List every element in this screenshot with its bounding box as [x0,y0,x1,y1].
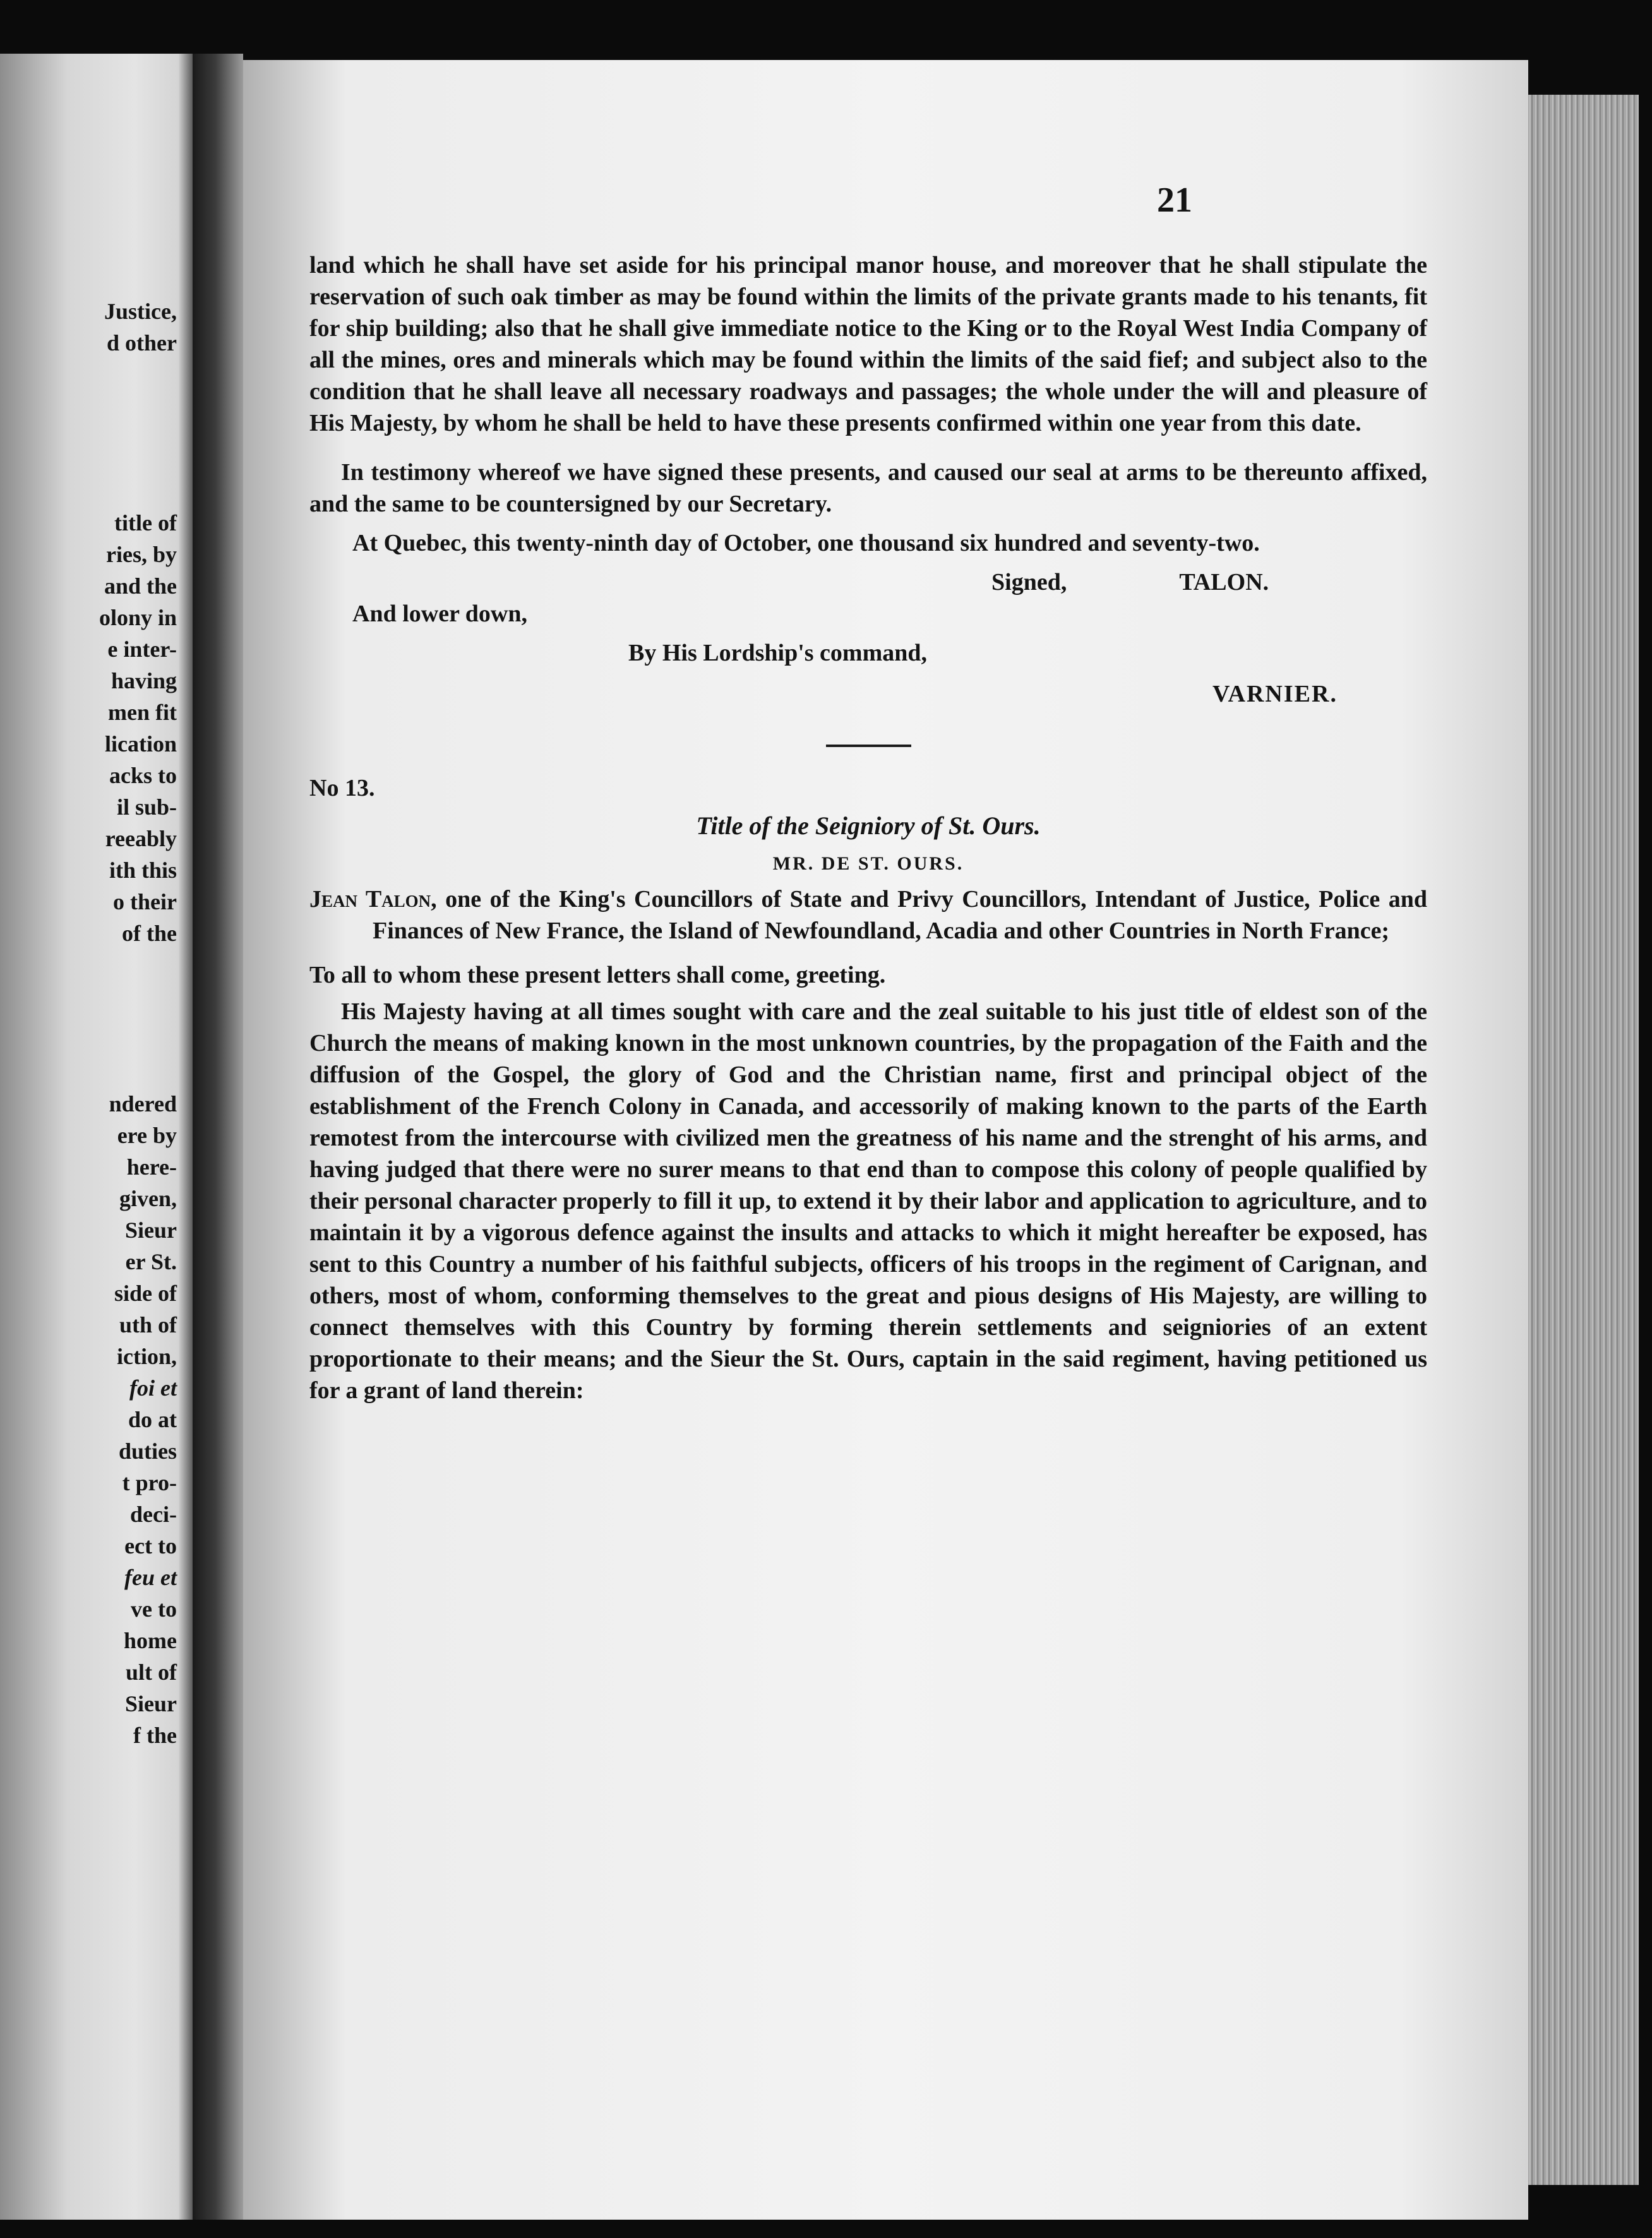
command-line: By His Lordship's command, [628,640,927,666]
record-subtitle: MR. DE ST. OURS. [772,853,964,874]
left-page-fragment: f the [133,1723,177,1748]
place-date-line: At Quebec, this twenty-ninth day of October, one thousand six hundred and seventy-two. [352,530,1260,556]
left-page-fragment: duties [118,1439,177,1464]
paragraph-grant-conditions: land which he shall have set aside for his principal manor house, and moreover that he shall stipulate the reservation of such oak timber as may be found within the limits of the private grants made to his tenants, fit for ship building; also that he shall give immediate notice to the King or to the Royal West India Company of all the mines, ores and minerals which may be found within the limits of the said fief; and subject also to the condition that he shall leave all necessary roadways and passages; the whole under the will and pleasure of His Majesty, by whom he shall be held to have these presents confirmed within one year from this date. [309,252,1427,436]
page-number: 21 [1157,181,1192,220]
left-page-fragment: Justice, [104,299,177,324]
left-page-fragment: deci- [130,1502,177,1527]
left-page-edge [179,54,193,2220]
left-page-fragment: title of [114,510,177,536]
left-page-fragment: ve to [131,1596,177,1622]
left-page-fragment: foi et [129,1375,177,1401]
left-page-fragment: olony in [99,605,177,630]
left-page-fragment: feu et [124,1565,177,1590]
left-page-fragment: of the [122,921,177,946]
grantor-paragraph [309,883,1427,947]
left-page-fragment: ith this [109,858,177,883]
paragraph-majesty: His Majesty having at all times sought with care and the zeal suitable to his just title of eldest son of the Church the means of making known in the most unknown countries, by the propagation of the Faith and the diffusion of the Gospel, the glory of God and the Christian name, first and principal object of the establishment of the French Colony in Canada, and accessorily of making known to the parts of the Earth remotest from the intercourse with civilized men the greatness of his name and the strenght of his arms, and having judged that there were no surer means to that end than to compose this colony of people qualified by their personal character properly to fill it up, to extend it by their labor and application to agriculture, and to maintain it by a vigorous defence against the insults and attacks to which it might hereafter be exposed, has sent to this Country a number of his faithful subjects, officers of his troops in the regiment of Carignan, and others, most of whom, conforming themselves to the great and pious designs of His Majesty, are willing to connect themselves with this Country by forming therein settlements and seigniories of an extent proportionate to their means; and the Sieur the St. Ours, captain in the said regiment, having petitioned us for a grant of land therein: [309,998,1427,1404]
left-page-fragment: side of [114,1281,177,1306]
signed-label: Signed, [991,569,1067,595]
left-page-fragment: iction, [117,1344,177,1369]
secretary-name: VARNIER. [1212,681,1338,707]
left-page-fragment: home [124,1628,177,1653]
left-page-fragment: er St. [125,1249,177,1274]
left-page [0,54,193,2220]
left-page-fragment: reeably [105,826,177,851]
left-page-fragment: Sieur [124,1218,177,1243]
left-page-fragment: uth of [119,1312,177,1337]
left-page-fragment: il sub- [116,794,177,820]
left-page-fragment: lication [105,731,177,757]
left-page-fragment: ndered [109,1091,177,1116]
greeting-line: To all to whom these present letters shall come, greeting. [309,962,886,988]
left-page-fragment: d other [107,330,177,356]
left-page-fragment: t pro- [122,1470,177,1495]
grantor-name: Jean Talon, [309,886,437,913]
left-page-fragment: given, [119,1186,177,1211]
left-page-fragment: having [111,668,177,693]
left-page-fragment: o their [113,889,177,914]
record-title: Title of the Seigniory of St. Ours. [696,811,1041,840]
left-page-fragment: men fit [108,700,177,725]
page-stack-edge [1528,95,1639,2185]
lower-down-line: And lower down, [352,601,527,627]
left-page-fragment: ult of [126,1660,177,1685]
left-page-fragment: acks to [109,763,177,788]
left-page-fragment: here- [126,1154,177,1180]
paragraph-testimony: In testimony whereof we have signed these presents, and caused our seal at arms to be thereunto affixed, and the same to be countersigned by our Secretary. [309,459,1427,517]
page-content [309,181,1427,1406]
grantor-titles: one of the King's Councillors of State and Privy Councillors, Intendant of Justice, Police and Finances of New France, the Island of Newfoundland, Acadia and other Countries in North France; [373,886,1427,944]
left-page-fragment: ere by [117,1123,177,1148]
signature-row [309,566,1427,598]
record-number: No 13. [309,775,375,801]
left-page-fragment: e inter- [107,637,177,662]
book-gutter [193,54,243,2220]
left-page-fragment: and the [104,573,177,599]
left-page-fragment: ect to [124,1533,177,1559]
left-page-fragment: ries, by [106,542,177,567]
signer-name: TALON. [1179,569,1269,595]
left-page-fragment: Sieur [124,1691,177,1716]
left-page-fragment: do at [128,1407,177,1432]
